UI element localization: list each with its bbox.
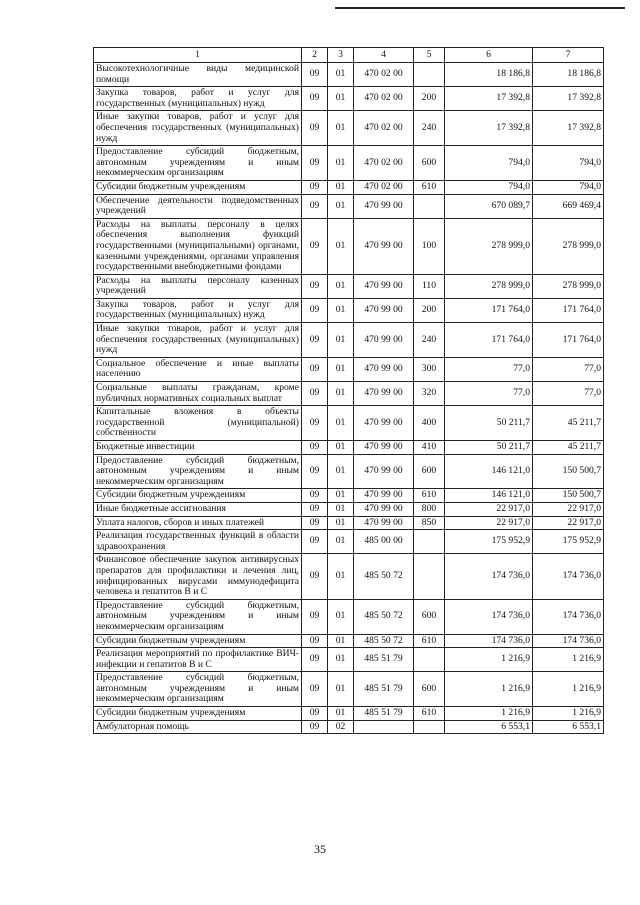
section-cell: 09	[302, 516, 328, 530]
section-cell: 09	[302, 634, 328, 648]
expense-type-cell	[414, 63, 445, 87]
subsection-cell: 01	[328, 382, 354, 406]
subsection-cell: 01	[328, 648, 354, 672]
target-article-cell: 470 02 00	[354, 87, 414, 111]
section-cell: 09	[302, 180, 328, 194]
target-article-cell: 470 99 00	[354, 516, 414, 530]
amount-col7-cell: 278 999,0	[533, 274, 604, 298]
target-article-cell: 470 99 00	[354, 298, 414, 322]
expense-type-cell: 600	[414, 454, 445, 489]
section-cell: 09	[302, 146, 328, 181]
amount-col6-cell: 1 216,9	[445, 707, 533, 721]
table-row	[94, 516, 604, 530]
row-name-cell: Иные бюджетные ассигнования	[94, 502, 302, 516]
amount-col7-cell: 174 736,0	[533, 599, 604, 634]
target-article-cell: 485 50 72	[354, 554, 414, 599]
subsection-cell: 01	[328, 516, 354, 530]
budget-table-container	[93, 47, 604, 734]
subsection-cell: 01	[328, 87, 354, 111]
table-row	[94, 502, 604, 516]
subsection-cell: 01	[328, 554, 354, 599]
expense-type-cell: 410	[414, 441, 445, 455]
subsection-cell: 01	[328, 146, 354, 181]
table-row	[94, 406, 604, 441]
target-article-cell: 470 99 00	[354, 323, 414, 358]
amount-col7-cell: 22 917,0	[533, 516, 604, 530]
amount-col6-cell: 18 186,8	[445, 63, 533, 87]
row-name-cell: Бюджетные инвестиции	[94, 441, 302, 455]
section-cell: 09	[302, 87, 328, 111]
budget-table	[93, 47, 604, 734]
amount-col6-cell: 146 121,0	[445, 454, 533, 489]
section-cell: 09	[302, 707, 328, 721]
table-row	[94, 274, 604, 298]
expense-type-cell	[414, 720, 445, 734]
amount-col6-cell: 77,0	[445, 357, 533, 381]
subsection-cell: 01	[328, 530, 354, 554]
expense-type-cell	[414, 648, 445, 672]
table-row	[94, 323, 604, 358]
section-cell: 09	[302, 382, 328, 406]
section-cell: 09	[302, 554, 328, 599]
target-article-cell: 485 00 00	[354, 530, 414, 554]
table-row	[94, 298, 604, 322]
top-rule	[335, 7, 625, 9]
subsection-cell: 01	[328, 672, 354, 707]
row-name-cell: Субсидии бюджетным учреждениям	[94, 180, 302, 194]
amount-col7-cell: 175 952,9	[533, 530, 604, 554]
expense-type-cell: 850	[414, 516, 445, 530]
table-row	[94, 218, 604, 274]
section-cell: 09	[302, 63, 328, 87]
subsection-cell: 01	[328, 63, 354, 87]
amount-col6-cell: 278 999,0	[445, 274, 533, 298]
row-name-cell: Закупка товаров, работ и услуг для государственных (муниципальных) нужд	[94, 87, 302, 111]
subsection-cell: 01	[328, 489, 354, 503]
amount-col7-cell: 150 500,7	[533, 454, 604, 489]
amount-col6-cell: 670 089,7	[445, 194, 533, 218]
table-row	[94, 146, 604, 181]
table-row	[94, 454, 604, 489]
col-header-5: 5	[414, 48, 445, 63]
col-header-4: 4	[354, 48, 414, 63]
subsection-cell: 01	[328, 218, 354, 274]
section-cell: 09	[302, 218, 328, 274]
expense-type-cell: 610	[414, 489, 445, 503]
section-cell: 09	[302, 530, 328, 554]
row-name-cell: Уплата налогов, сборов и иных платежей	[94, 516, 302, 530]
section-cell: 09	[302, 111, 328, 146]
expense-type-cell: 200	[414, 298, 445, 322]
col-header-7: 7	[533, 48, 604, 63]
table-row	[94, 489, 604, 503]
section-cell: 09	[302, 406, 328, 441]
section-cell: 09	[302, 454, 328, 489]
row-name-cell: Иные закупки товаров, работ и услуг для обеспечения государственных (муниципальных) нужд	[94, 323, 302, 358]
expense-type-cell	[414, 194, 445, 218]
table-row	[94, 194, 604, 218]
amount-col7-cell: 171 764,0	[533, 323, 604, 358]
row-name-cell: Закупка товаров, работ и услуг для государственных (муниципальных) нужд	[94, 298, 302, 322]
target-article-cell: 485 51 79	[354, 648, 414, 672]
section-cell: 09	[302, 720, 328, 734]
amount-col7-cell: 6 553,1	[533, 720, 604, 734]
section-cell: 09	[302, 274, 328, 298]
amount-col7-cell: 18 186,8	[533, 63, 604, 87]
subsection-cell: 01	[328, 502, 354, 516]
section-cell: 09	[302, 323, 328, 358]
table-row	[94, 357, 604, 381]
amount-col7-cell: 794,0	[533, 146, 604, 181]
table-row	[94, 63, 604, 87]
section-cell: 09	[302, 648, 328, 672]
subsection-cell: 01	[328, 454, 354, 489]
row-name-cell: Субсидии бюджетным учреждениям	[94, 489, 302, 503]
amount-col6-cell: 22 917,0	[445, 502, 533, 516]
section-cell: 09	[302, 194, 328, 218]
expense-type-cell: 800	[414, 502, 445, 516]
page-number: 35	[314, 842, 326, 856]
section-cell: 09	[302, 489, 328, 503]
amount-col7-cell: 174 736,0	[533, 554, 604, 599]
target-article-cell: 485 50 72	[354, 634, 414, 648]
amount-col7-cell: 45 211,7	[533, 406, 604, 441]
section-cell: 09	[302, 298, 328, 322]
target-article-cell: 470 99 00	[354, 218, 414, 274]
target-article-cell: 470 99 00	[354, 454, 414, 489]
subsection-cell: 01	[328, 599, 354, 634]
amount-col6-cell: 794,0	[445, 180, 533, 194]
row-name-cell: Иные закупки товаров, работ и услуг для обеспечения государственных (муниципальных) нужд	[94, 111, 302, 146]
target-article-cell: 470 02 00	[354, 63, 414, 87]
amount-col6-cell: 171 764,0	[445, 298, 533, 322]
row-name-cell: Предоставление субсидий бюджетным, автономным учреждениям и иным некоммерческим организациям	[94, 672, 302, 707]
target-article-cell: 485 51 79	[354, 707, 414, 721]
col-header-2: 2	[302, 48, 328, 63]
table-row	[94, 707, 604, 721]
table-row	[94, 180, 604, 194]
expense-type-cell: 600	[414, 672, 445, 707]
amount-col7-cell: 1 216,9	[533, 648, 604, 672]
target-article-cell: 470 99 00	[354, 274, 414, 298]
amount-col7-cell: 77,0	[533, 382, 604, 406]
expense-type-cell: 240	[414, 323, 445, 358]
table-row	[94, 672, 604, 707]
table-row	[94, 382, 604, 406]
amount-col6-cell: 22 917,0	[445, 516, 533, 530]
row-name-cell: Амбулаторная помощь	[94, 720, 302, 734]
table-row	[94, 87, 604, 111]
section-cell: 09	[302, 672, 328, 707]
table-row	[94, 530, 604, 554]
expense-type-cell: 300	[414, 357, 445, 381]
amount-col7-cell: 150 500,7	[533, 489, 604, 503]
amount-col6-cell: 171 764,0	[445, 323, 533, 358]
target-article-cell: 470 02 00	[354, 111, 414, 146]
expense-type-cell: 100	[414, 218, 445, 274]
amount-col6-cell: 174 736,0	[445, 634, 533, 648]
amount-col6-cell: 77,0	[445, 382, 533, 406]
row-name-cell: Субсидии бюджетным учреждениям	[94, 634, 302, 648]
row-name-cell: Предоставление субсидий бюджетным, автономным учреждениям и иным некоммерческим организациям	[94, 599, 302, 634]
subsection-cell: 01	[328, 298, 354, 322]
expense-type-cell: 200	[414, 87, 445, 111]
row-name-cell: Реализация мероприятий по профилактике ВИЧ-инфекции и гепатитов В и С	[94, 648, 302, 672]
row-name-cell: Обеспечение деятельности подведомственных учреждений	[94, 194, 302, 218]
table-row	[94, 648, 604, 672]
target-article-cell: 470 02 00	[354, 146, 414, 181]
subsection-cell: 01	[328, 111, 354, 146]
row-name-cell: Капитальные вложения в объекты государственной (муниципальной) собственности	[94, 406, 302, 441]
row-name-cell: Высокотехнологичные виды медицинской помощи	[94, 63, 302, 87]
amount-col7-cell: 174 736,0	[533, 634, 604, 648]
subsection-cell: 01	[328, 274, 354, 298]
expense-type-cell	[414, 554, 445, 599]
row-name-cell: Расходы на выплаты персоналу казенных учреждений	[94, 274, 302, 298]
table-row	[94, 599, 604, 634]
expense-type-cell: 610	[414, 634, 445, 648]
section-cell: 09	[302, 599, 328, 634]
target-article-cell: 470 99 00	[354, 357, 414, 381]
subsection-cell: 01	[328, 707, 354, 721]
table-row	[94, 634, 604, 648]
row-name-cell: Предоставление субсидий бюджетным, автономным учреждениям и иным некоммерческим организациям	[94, 454, 302, 489]
table-body	[94, 63, 604, 734]
subsection-cell: 01	[328, 406, 354, 441]
row-name-cell: Финансовое обеспечение закупок антивирусных препаратов для профилактики и лечения лиц, инфицированных вирусами иммунодефицита человека и гепатитов В и С	[94, 554, 302, 599]
target-article-cell: 470 99 00	[354, 406, 414, 441]
row-name-cell: Социальное обеспечение и иные выплаты населению	[94, 357, 302, 381]
amount-col6-cell: 174 736,0	[445, 599, 533, 634]
amount-col6-cell: 1 216,9	[445, 648, 533, 672]
table-row	[94, 554, 604, 599]
amount-col6-cell: 1 216,9	[445, 672, 533, 707]
amount-col7-cell: 278 999,0	[533, 218, 604, 274]
amount-col7-cell: 22 917,0	[533, 502, 604, 516]
expense-type-cell: 240	[414, 111, 445, 146]
amount-col6-cell: 6 553,1	[445, 720, 533, 734]
amount-col6-cell: 175 952,9	[445, 530, 533, 554]
expense-type-cell	[414, 530, 445, 554]
row-name-cell: Предоставление субсидий бюджетным, автономным учреждениям и иным некоммерческим организациям	[94, 146, 302, 181]
table-row	[94, 441, 604, 455]
expense-type-cell: 400	[414, 406, 445, 441]
table-row	[94, 111, 604, 146]
amount-col7-cell: 17 392,8	[533, 87, 604, 111]
section-cell: 09	[302, 441, 328, 455]
amount-col6-cell: 174 736,0	[445, 554, 533, 599]
expense-type-cell: 600	[414, 146, 445, 181]
target-article-cell	[354, 720, 414, 734]
target-article-cell: 470 99 00	[354, 194, 414, 218]
expense-type-cell: 610	[414, 180, 445, 194]
section-cell: 09	[302, 357, 328, 381]
amount-col6-cell: 794,0	[445, 146, 533, 181]
col-header-1: 1	[94, 48, 302, 63]
table-row	[94, 720, 604, 734]
amount-col7-cell: 45 211,7	[533, 441, 604, 455]
expense-type-cell: 600	[414, 599, 445, 634]
amount-col7-cell: 17 392,8	[533, 111, 604, 146]
target-article-cell: 470 99 00	[354, 489, 414, 503]
amount-col7-cell: 171 764,0	[533, 298, 604, 322]
amount-col6-cell: 17 392,8	[445, 87, 533, 111]
expense-type-cell: 110	[414, 274, 445, 298]
amount-col6-cell: 278 999,0	[445, 218, 533, 274]
header-row	[94, 48, 604, 63]
target-article-cell: 470 99 00	[354, 441, 414, 455]
target-article-cell: 485 50 72	[354, 599, 414, 634]
row-name-cell: Субсидии бюджетным учреждениям	[94, 707, 302, 721]
amount-col7-cell: 794,0	[533, 180, 604, 194]
amount-col6-cell: 50 211,7	[445, 406, 533, 441]
target-article-cell: 470 99 00	[354, 382, 414, 406]
amount-col7-cell: 1 216,9	[533, 672, 604, 707]
target-article-cell: 485 51 79	[354, 672, 414, 707]
col-header-6: 6	[445, 48, 533, 63]
target-article-cell: 470 02 00	[354, 180, 414, 194]
amount-col7-cell: 77,0	[533, 357, 604, 381]
expense-type-cell: 610	[414, 707, 445, 721]
amount-col6-cell: 50 211,7	[445, 441, 533, 455]
row-name-cell: Реализация государственных функций в области здравоохранения	[94, 530, 302, 554]
target-article-cell: 470 99 00	[354, 502, 414, 516]
row-name-cell: Социальные выплаты гражданам, кроме публичных нормативных социальных выплат	[94, 382, 302, 406]
subsection-cell: 02	[328, 720, 354, 734]
amount-col6-cell: 146 121,0	[445, 489, 533, 503]
subsection-cell: 01	[328, 194, 354, 218]
col-header-3: 3	[328, 48, 354, 63]
subsection-cell: 01	[328, 441, 354, 455]
amount-col6-cell: 17 392,8	[445, 111, 533, 146]
row-name-cell: Расходы на выплаты персоналу в целях обеспечения выполнения функций государственными (муниципальными) органами, казенными учреждениями, органами управления государственными внебюджетными фондами	[94, 218, 302, 274]
section-cell: 09	[302, 502, 328, 516]
expense-type-cell: 320	[414, 382, 445, 406]
amount-col7-cell: 669 469,4	[533, 194, 604, 218]
subsection-cell: 01	[328, 180, 354, 194]
subsection-cell: 01	[328, 323, 354, 358]
subsection-cell: 01	[328, 634, 354, 648]
subsection-cell: 01	[328, 357, 354, 381]
amount-col7-cell: 1 216,9	[533, 707, 604, 721]
